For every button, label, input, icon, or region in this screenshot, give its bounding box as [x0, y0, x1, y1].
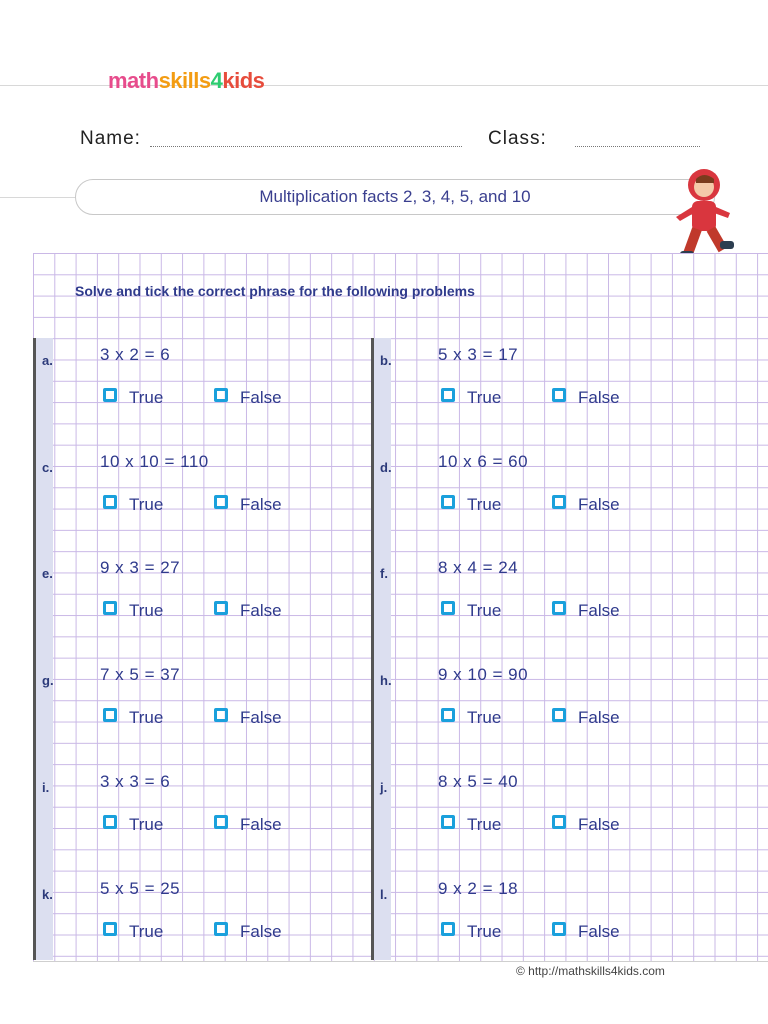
problem-letter: j. — [380, 779, 388, 795]
false-label: False — [578, 601, 620, 621]
problem-item — [42, 879, 342, 979]
false-checkbox[interactable] — [552, 601, 566, 615]
false-label: False — [578, 921, 620, 941]
problem-equation: 5 x 5 = 25 — [100, 878, 181, 898]
true-label: True — [467, 921, 502, 941]
true-label: True — [129, 708, 164, 728]
problem-item — [380, 665, 680, 765]
worksheet-title: Multiplication facts 2, 3, 4, 5, and 10 — [75, 179, 715, 215]
false-label: False — [578, 814, 620, 834]
problem-letter: f. — [380, 566, 388, 582]
problem-equation: 9 x 3 = 27 — [100, 558, 181, 578]
problem-item — [380, 345, 680, 445]
false-checkbox[interactable] — [552, 815, 566, 829]
problem-item — [380, 772, 680, 872]
false-option[interactable] — [214, 921, 282, 943]
problem-equation: 3 x 3 = 6 — [100, 771, 171, 791]
problem-item — [42, 558, 342, 658]
problem-item — [380, 452, 680, 552]
false-checkbox[interactable] — [214, 495, 228, 509]
true-option[interactable] — [441, 707, 501, 729]
logo-part: kids — [222, 68, 265, 93]
false-checkbox[interactable] — [214, 601, 228, 615]
false-label: False — [578, 494, 620, 514]
problem-letter: i. — [42, 779, 50, 795]
false-label: False — [240, 388, 282, 407]
problem-item — [380, 558, 680, 658]
true-option[interactable] — [441, 600, 501, 622]
false-option[interactable] — [552, 600, 620, 622]
problem-letter: b. — [380, 353, 392, 368]
true-label: True — [129, 388, 164, 407]
true-option[interactable] — [441, 387, 501, 409]
false-checkbox[interactable] — [214, 388, 228, 402]
problem-equation: 9 x 10 = 90 — [438, 665, 529, 685]
problem-item — [42, 345, 342, 445]
false-label: False — [240, 921, 282, 941]
problem-letter: c. — [42, 459, 53, 475]
problem-item — [42, 772, 342, 872]
title-line-left — [0, 197, 78, 198]
true-checkbox[interactable] — [441, 922, 455, 936]
false-option[interactable] — [214, 600, 282, 622]
false-checkbox[interactable] — [214, 922, 228, 936]
problem-letter: g. — [42, 673, 54, 689]
false-option[interactable] — [552, 707, 620, 729]
true-option[interactable] — [103, 600, 163, 622]
problem-item — [42, 665, 342, 765]
false-label: False — [578, 708, 620, 728]
name-field[interactable] — [150, 146, 462, 147]
problem-letter: a. — [42, 353, 53, 368]
false-option[interactable] — [552, 921, 620, 943]
true-label: True — [467, 708, 502, 728]
problem-letter: h. — [380, 673, 392, 689]
true-checkbox[interactable] — [103, 815, 117, 829]
class-label: Class: — [488, 128, 547, 149]
false-checkbox[interactable] — [552, 495, 566, 509]
false-checkbox[interactable] — [552, 388, 566, 402]
true-checkbox[interactable] — [441, 815, 455, 829]
false-label: False — [240, 814, 282, 834]
false-checkbox[interactable] — [214, 815, 228, 829]
footer-url: © http://mathskills4kids.com — [516, 964, 665, 978]
problem-equation: 10 x 6 = 60 — [438, 451, 529, 471]
problem-equation: 9 x 2 = 18 — [438, 878, 519, 898]
true-option[interactable] — [103, 921, 163, 943]
true-label: True — [129, 494, 164, 514]
instruction-text: Solve and tick the correct phrase for the following problems — [75, 283, 475, 299]
problem-equation: 5 x 3 = 17 — [438, 345, 519, 364]
false-label: False — [578, 388, 620, 407]
problem-equation: 8 x 5 = 40 — [438, 771, 519, 791]
true-checkbox[interactable] — [441, 708, 455, 722]
logo-part: math — [108, 68, 159, 93]
true-checkbox[interactable] — [441, 388, 455, 402]
footer-divider — [33, 961, 768, 962]
true-label: True — [467, 814, 502, 834]
problem-letter: d. — [380, 459, 392, 475]
true-label: True — [129, 814, 164, 834]
true-label: True — [129, 601, 164, 621]
true-label: True — [467, 388, 502, 407]
true-label: True — [467, 601, 502, 621]
true-checkbox[interactable] — [103, 708, 117, 722]
false-checkbox[interactable] — [552, 922, 566, 936]
true-label: True — [467, 494, 502, 514]
false-option[interactable] — [214, 387, 282, 409]
problem-item — [42, 452, 342, 552]
true-option[interactable] — [103, 494, 163, 516]
logo-part: 4 — [210, 68, 223, 93]
false-option[interactable] — [214, 814, 282, 836]
true-checkbox[interactable] — [103, 495, 117, 509]
true-option[interactable] — [441, 814, 501, 836]
false-option[interactable] — [552, 494, 620, 516]
problem-equation: 3 x 2 = 6 — [100, 345, 171, 364]
problem-letter: e. — [42, 566, 53, 582]
false-option[interactable] — [214, 707, 282, 729]
logo — [108, 68, 264, 94]
name-label: Name: — [80, 128, 141, 149]
true-checkbox[interactable] — [103, 601, 117, 615]
true-checkbox[interactable] — [103, 388, 117, 402]
false-option[interactable] — [214, 494, 282, 516]
true-label: True — [129, 921, 164, 941]
problem-letter: k. — [42, 886, 53, 902]
true-option[interactable] — [103, 387, 163, 409]
false-checkbox[interactable] — [214, 708, 228, 722]
true-option[interactable] — [441, 494, 501, 516]
true-option[interactable] — [103, 707, 163, 729]
class-field[interactable] — [575, 146, 700, 147]
true-option[interactable] — [441, 921, 501, 943]
true-checkbox[interactable] — [441, 495, 455, 509]
problem-letter: l. — [380, 886, 388, 902]
true-checkbox[interactable] — [441, 601, 455, 615]
logo-part: skills — [158, 68, 211, 93]
false-label: False — [240, 708, 282, 728]
problem-equation: 10 x 10 = 110 — [100, 451, 209, 471]
false-label: False — [240, 601, 282, 621]
true-option[interactable] — [103, 814, 163, 836]
false-checkbox[interactable] — [552, 708, 566, 722]
problem-equation: 7 x 5 = 37 — [100, 665, 181, 685]
problem-equation: 8 x 4 = 24 — [438, 558, 519, 578]
true-checkbox[interactable] — [103, 922, 117, 936]
false-label: False — [240, 494, 282, 514]
false-option[interactable] — [552, 387, 620, 409]
false-option[interactable] — [552, 814, 620, 836]
